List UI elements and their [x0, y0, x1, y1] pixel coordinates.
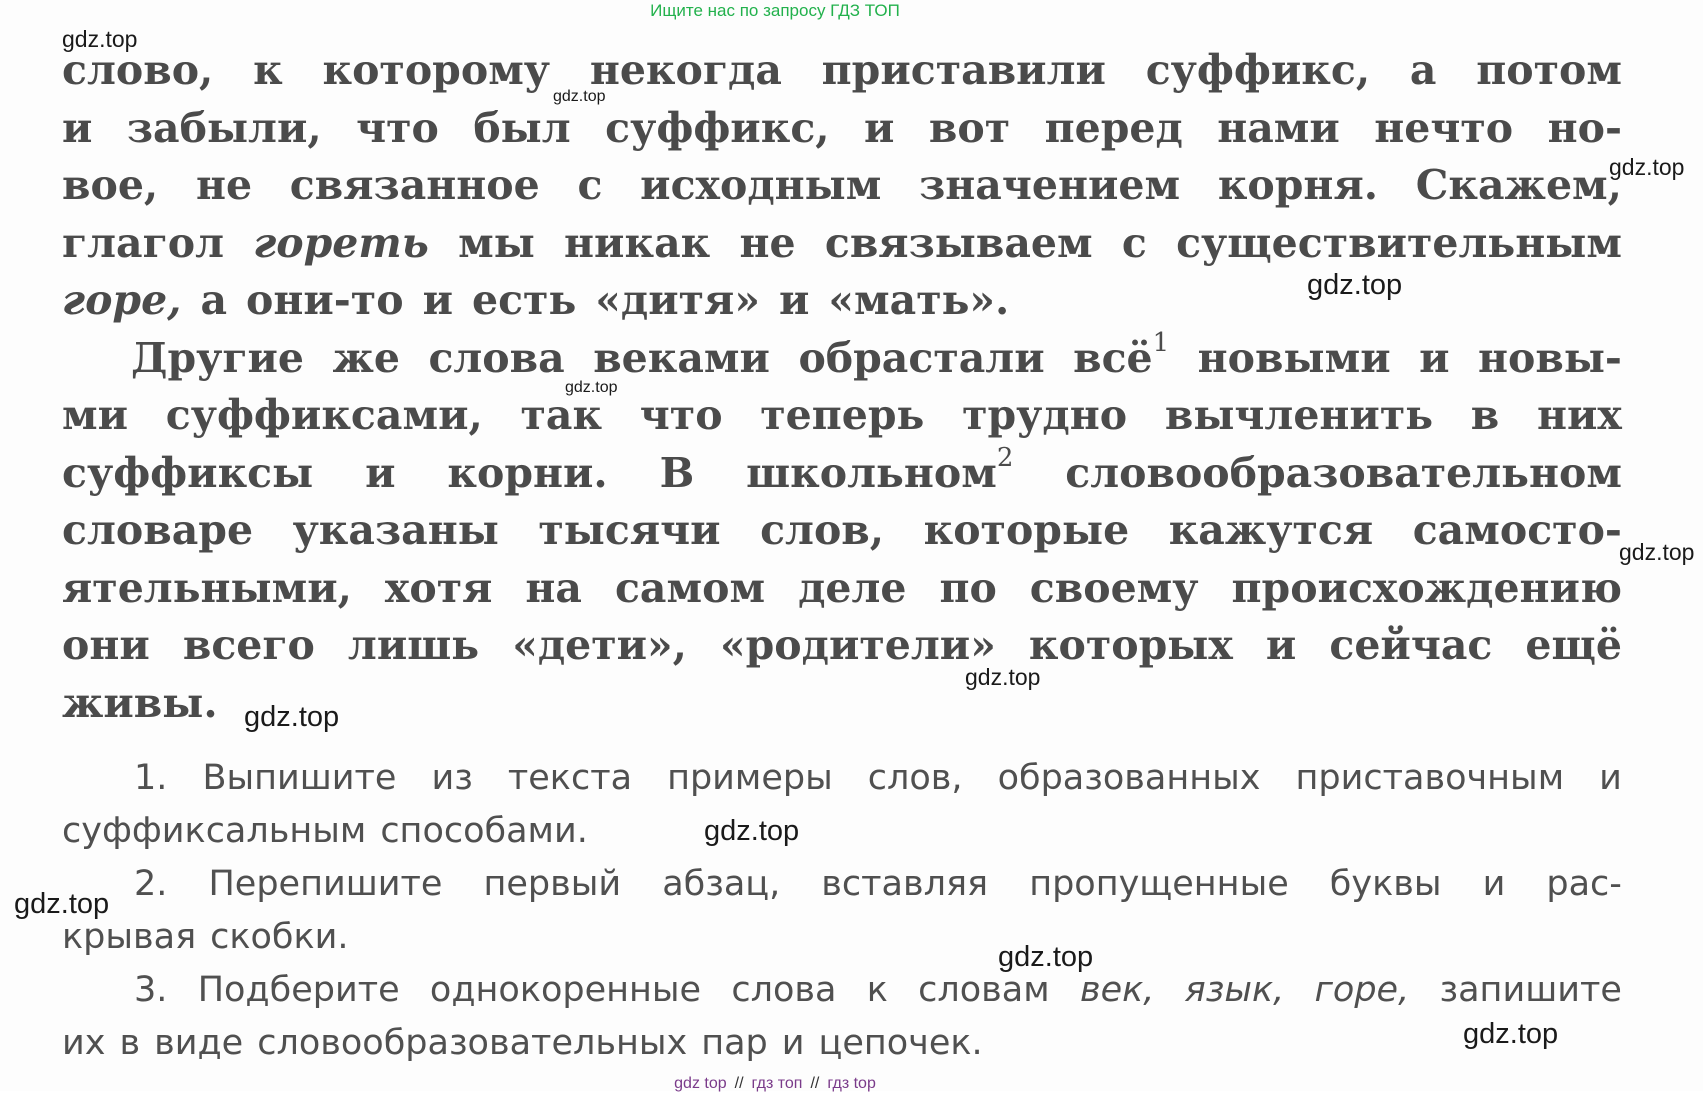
text-line: ми суффиксами, так что теперь трудно вычленить в них — [62, 391, 1622, 439]
text-line: вое, не связанное с исходным значением корня. Скажем, — [62, 161, 1622, 209]
italic-word: век, — [1079, 970, 1155, 1010]
task-3-cont: их в виде словообразовательных пар и цепочек. — [62, 1023, 983, 1063]
footer-link[interactable]: gdz top — [674, 1075, 727, 1092]
watermark: gdz.top — [244, 701, 340, 733]
footer-link[interactable]: гдз топ — [751, 1075, 803, 1092]
text-line: словаре указаны тысячи слов, которые кажутся самосто- — [62, 506, 1622, 554]
watermark: gdz.top — [1619, 539, 1695, 565]
task-list — [62, 752, 1622, 1070]
italic-word: язык, — [1184, 970, 1285, 1010]
text-line: ятельными, хотя на самом деле по своему происхождению — [62, 563, 1622, 612]
footnote-marker: 2 — [996, 442, 1014, 473]
italic-word: горе, — [1314, 970, 1410, 1010]
watermark: gdz.top — [1609, 154, 1685, 180]
task-2-cont: крывая скобки. — [62, 917, 349, 957]
search-banner[interactable]: Ищите нас по запросу ГДЗ ТОП — [650, 1, 900, 20]
watermark: gdz.top — [1307, 269, 1403, 301]
text-line: горе, а они-то и есть «дитя» и «мать». — [62, 272, 1622, 330]
footer-link[interactable]: гдз top — [827, 1075, 876, 1092]
task-1: 1. Выпишите из текста примеры слов, образованных приставочным и — [134, 758, 1622, 798]
footnote-marker: 1 — [1152, 327, 1170, 358]
watermark: gdz.top — [14, 888, 110, 920]
text-line: живы. — [62, 678, 218, 727]
task-3: 3. Подберите однокоренные слова к словам век, язык, горе, запишите — [62, 964, 1622, 1017]
watermark: gdz.top — [553, 88, 606, 105]
task-1-cont: суффиксальным способами. — [62, 811, 588, 851]
watermark: gdz.top — [1463, 1018, 1559, 1050]
text-line: и забыли, что был суффикс, и вот перед нами нечто но- — [62, 103, 1622, 152]
watermark: gdz.top — [62, 26, 138, 52]
italic-word: гореть — [253, 218, 429, 267]
text-line: глагол гореть мы никак не связываем с существительным — [62, 215, 1622, 273]
italic-word: горе, — [62, 276, 182, 324]
text-line: Другие же слова веками обрастали всё$^1$ новыми и новы- — [131, 327, 1622, 382]
text-line: суффиксы и корни. В школьном$^2$ словообразовательном — [62, 442, 1622, 497]
text-line: слово, к которому некогда приставили суффикс, а потом — [62, 46, 1622, 94]
main-text — [62, 42, 1622, 732]
text-line: они всего лишь «дети», «родители» которых и сейчас ещё — [62, 621, 1622, 669]
watermark: gdz.top — [704, 815, 800, 847]
task-2: 2. Перепишите первый абзац, вставляя пропущенные буквы и рас- — [134, 864, 1622, 904]
watermark: gdz.top — [965, 664, 1041, 690]
watermark: gdz.top — [998, 941, 1094, 973]
watermark: gdz.top — [565, 379, 618, 396]
footer-links: gdz top // гдз топ // гдз top — [674, 1075, 876, 1092]
